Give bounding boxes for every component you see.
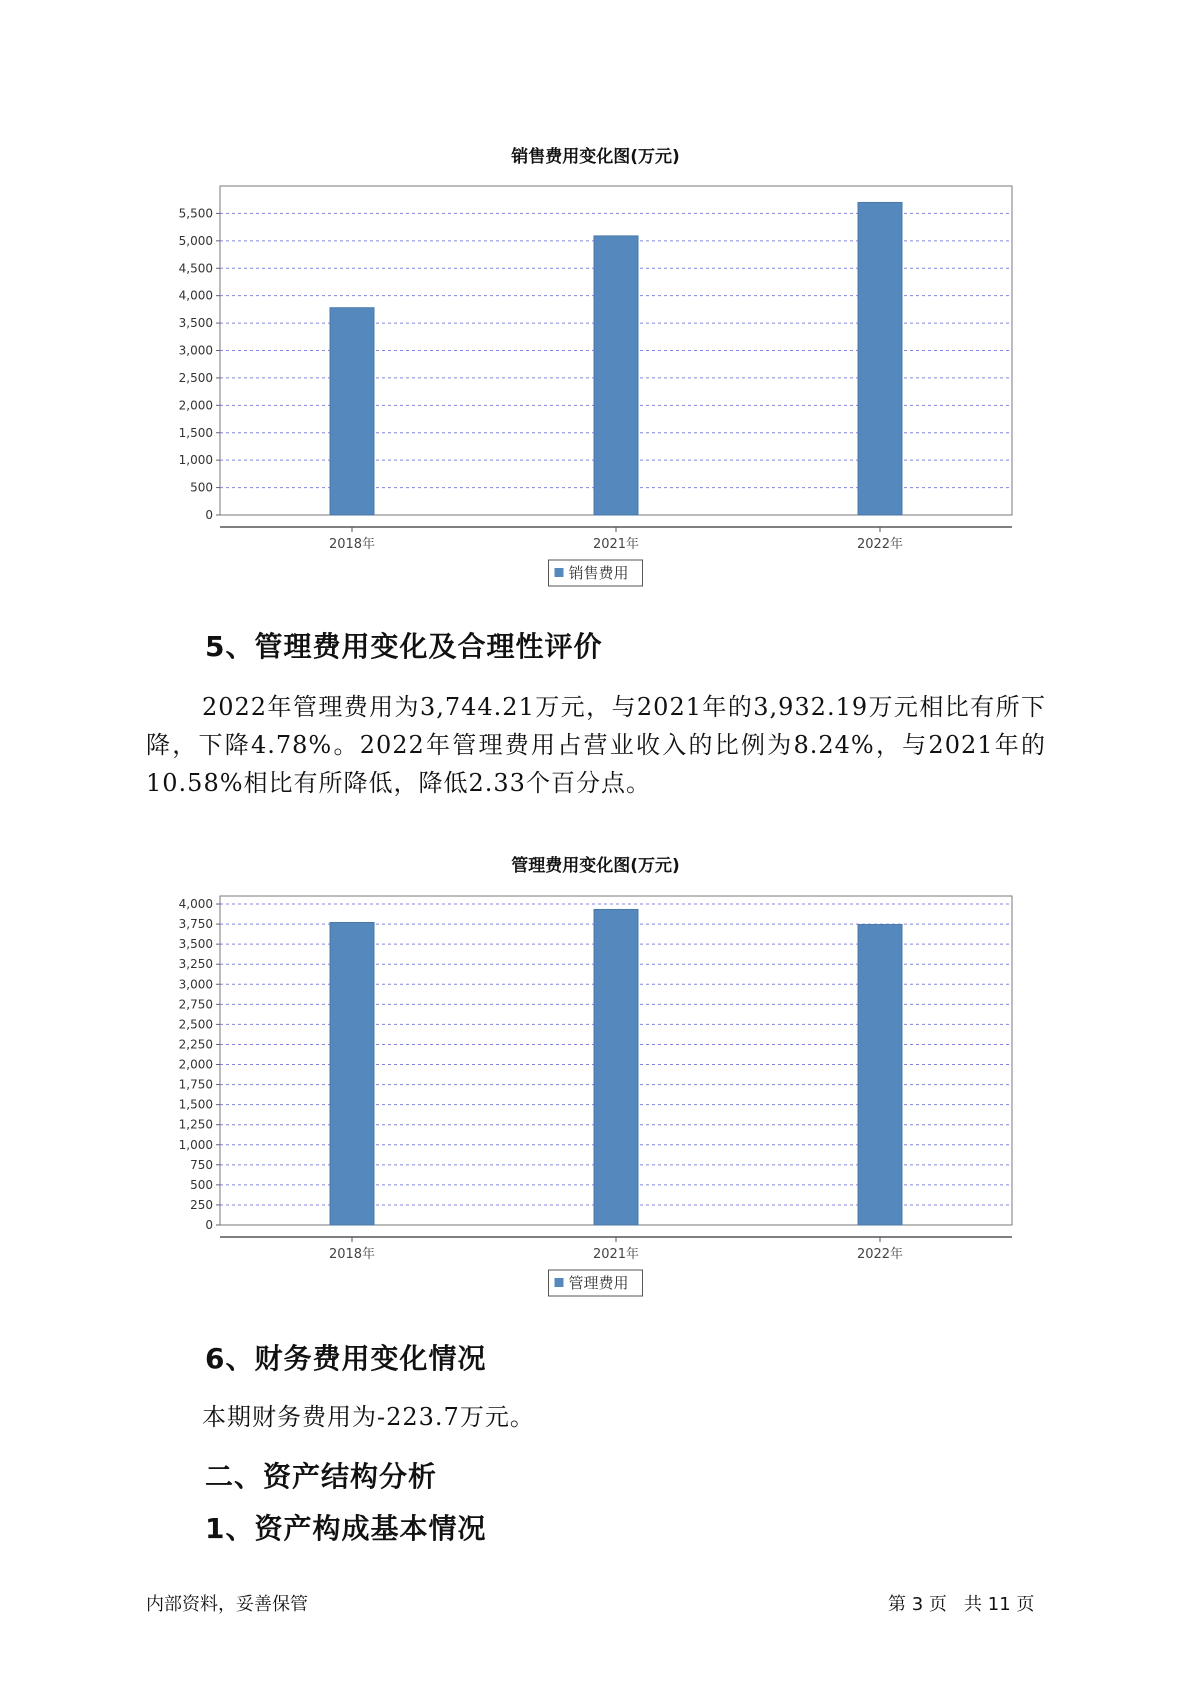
section-6-paragraph	[146, 1398, 1046, 1436]
admin-chart-y-tick-label: 500	[190, 1177, 213, 1192]
sales-chart-y-tick-label: 4,500	[178, 261, 213, 276]
admin-chart-x-tick-label: 2021年	[592, 1247, 640, 1262]
sales-chart-x-tick-label: 2021年	[592, 537, 640, 552]
admin-chart-bar-3	[858, 925, 902, 1225]
section-5-paragraph	[146, 688, 1046, 802]
footer-page-number: 第 3 页 共 11 页	[888, 1594, 1035, 1615]
admin-chart-y-tick-label: 2,000	[178, 1057, 213, 1072]
sales-chart-y-tick-label: 500	[190, 480, 213, 495]
sales-chart-y-tick-label: 2,500	[178, 370, 213, 385]
sales-chart-y-tick-label: 4,000	[178, 288, 213, 303]
admin-chart-y-tick-label: 1,250	[178, 1117, 213, 1132]
sales-expense-chart	[0, 160, 1191, 582]
admin-chart-y-tick-label: 3,000	[178, 977, 213, 992]
admin-chart-y-tick-label: 0	[205, 1218, 213, 1232]
sales-expense-chart-svg	[0, 160, 1191, 582]
sales-chart-x-tick-label: 2022年	[856, 537, 904, 552]
sales-chart-y-tick-label: 1,500	[178, 425, 213, 440]
sales-chart-y-tick-label: 0	[205, 508, 213, 522]
sales-chart-bar-3	[858, 202, 902, 515]
sales-chart-y-tick-label: 5,500	[178, 206, 213, 221]
admin-expense-chart-svg	[0, 870, 1191, 1292]
admin-chart-y-tick-label: 1,500	[178, 1097, 213, 1112]
sales-chart-y-tick-label: 2,000	[178, 398, 213, 413]
admin-chart-y-tick-label: 3,750	[178, 917, 213, 932]
section-5-paragraph-text: 2022年管理费用为3,744.21万元，与2021年的3,932.19万元相比有所下降，下降4.78%。2022年管理费用占营业收入的比例为8.24%，与2021年的10.58%相比有所降低，降低2.33个百分点。	[146, 693, 1046, 797]
sales-chart-y-tick-label: 3,000	[178, 343, 213, 358]
section-6-heading: 6、财务费用变化情况	[205, 1342, 487, 1375]
part-2-heading: 二、资产结构分析	[205, 1460, 438, 1493]
admin-chart-y-tick-label: 2,250	[178, 1037, 213, 1052]
admin-chart-y-tick-label: 4,000	[178, 897, 213, 912]
sales-chart-y-tick-label: 5,000	[178, 233, 213, 248]
footer-confidential-note: 内部资料，妥善保管	[146, 1594, 308, 1615]
admin-chart-bar-2	[594, 909, 638, 1225]
section-5-heading: 5、管理费用变化及合理性评价	[205, 630, 603, 663]
admin-expense-chart-title: 管理费用变化图(万元)	[511, 856, 680, 876]
admin-chart-y-tick-label: 2,500	[178, 1017, 213, 1032]
sales-chart-bar-1	[330, 308, 374, 515]
sales-chart-x-tick-label: 2018年	[328, 537, 376, 552]
admin-chart-y-tick-label: 3,250	[178, 957, 213, 972]
admin-chart-x-tick-label: 2018年	[328, 1247, 376, 1262]
section-6-paragraph-text: 本期财务费用为-223.7万元。	[202, 1403, 535, 1431]
admin-chart-y-tick-label: 2,750	[178, 997, 213, 1012]
admin-chart-y-tick-label: 1,750	[178, 1077, 213, 1092]
admin-chart-y-tick-label: 750	[190, 1157, 213, 1172]
admin-chart-legend-label: 管理费用	[568, 1274, 629, 1292]
sales-chart-y-tick-label: 1,000	[178, 453, 213, 468]
admin-chart-x-tick-label: 2022年	[856, 1247, 904, 1262]
admin-expense-chart	[0, 870, 1191, 1292]
admin-chart-legend-swatch	[555, 1278, 564, 1287]
sales-chart-legend-swatch	[555, 568, 564, 577]
admin-chart-bar-1	[330, 922, 374, 1225]
subsection-1-heading: 1、资产构成基本情况	[205, 1512, 487, 1545]
admin-chart-y-tick-label: 1,000	[178, 1137, 213, 1152]
sales-chart-y-tick-label: 3,500	[178, 316, 213, 331]
sales-chart-bar-2	[594, 236, 638, 515]
sales-expense-chart-title: 销售费用变化图(万元)	[511, 147, 680, 167]
admin-chart-y-tick-label: 3,500	[178, 937, 213, 952]
sales-chart-legend-label: 销售费用	[568, 564, 629, 582]
admin-chart-y-tick-label: 250	[190, 1197, 213, 1212]
